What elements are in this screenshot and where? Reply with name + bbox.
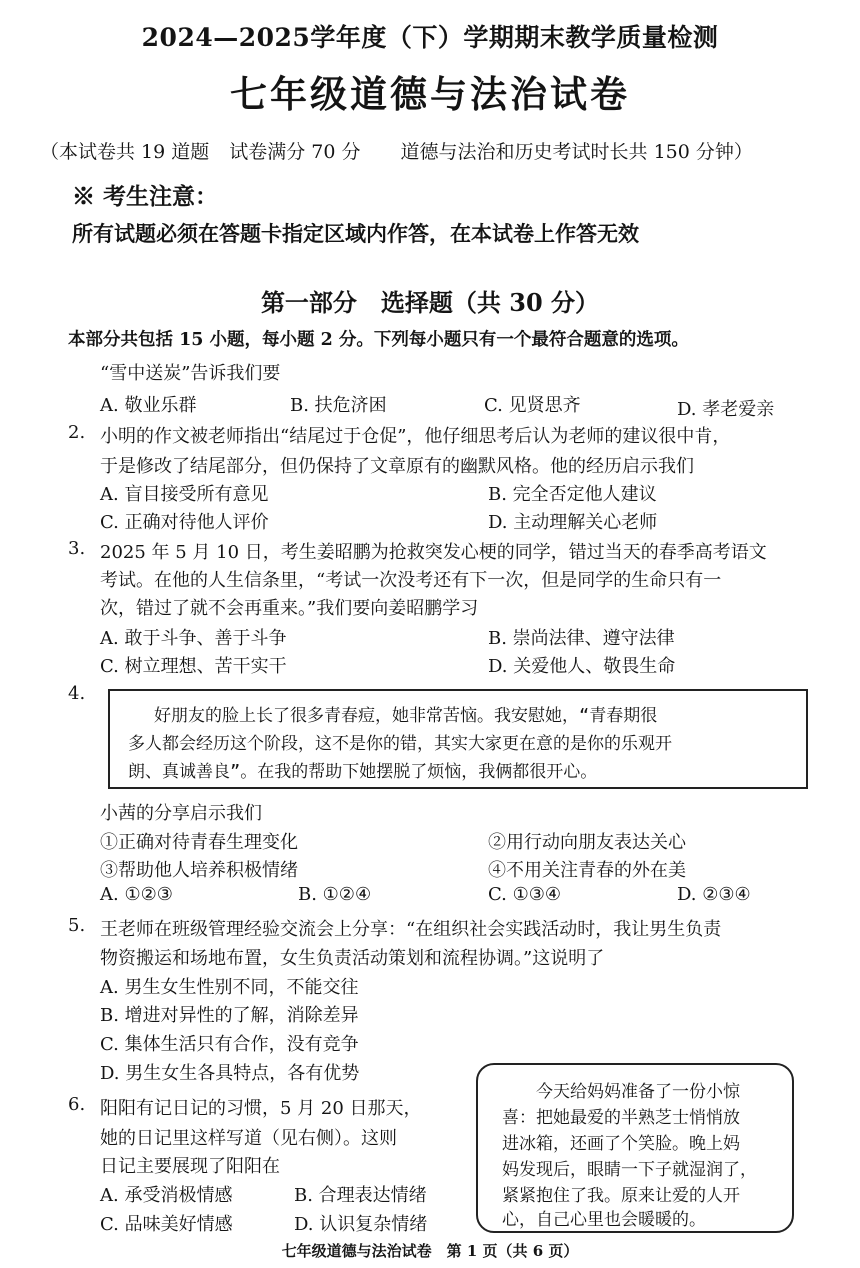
notice-body: 所有试题必须在答题卡指定区域内作答，在本试卷上作答无效 [72,221,639,246]
q4-statement-1: ①正确对待青春生理变化 [100,832,298,853]
q4-box-line3: 朗、真诚善良”。在我的帮助下她摆脱了烦恼，我俩都很开心。 [128,762,598,782]
q3-option-a: A. 敢于斗争、善于斗争 [100,628,287,649]
diary-line2: 喜：把她最爱的半熟芝士悄悄放 [502,1108,740,1128]
q3-line2: 考试。在他的人生信条里，“考试一次没考还有下一次，但是同学的生命只有一 [100,570,722,591]
q4-statement-4: ④不用关注青春的外在美 [488,860,686,881]
q2-number: 2. [68,422,86,443]
diary-line4: 妈发现后，眼睛一下子就湿润了， [502,1160,757,1180]
exam-info-line [40,137,753,164]
diary-line1: 今天给妈妈准备了一份小惊 [536,1082,740,1102]
exam-period-title: 2024—2025学年度（下）学期期末教学质量检测 [141,23,719,52]
question-count: （本试卷共 19 道题 [40,141,210,163]
q5-number: 5. [68,915,86,936]
q1-option-d: D. 孝老爱亲 [677,399,775,420]
q1-option-a: A. 敬业乐群 [100,395,197,416]
q6-option-a: A. 承受消极情感 [100,1185,233,1206]
notice-heading: ※ 考生注意： [72,183,219,210]
q3-number: 3. [68,538,86,559]
q6-line1: 阳阳有记日记的习惯，5 月 20 日那天， [100,1098,422,1119]
section-heading: 第一部分 选择题（共 30 分） [260,288,600,317]
q5-line1: 王老师在班级管理经验交流会上分享：“在组织社会实践活动时，我让男生负责 [100,919,722,940]
q5-option-d: D. 男生女生各具特点，各有优势 [100,1063,360,1084]
diary-line3: 进冰箱，还画了个笑脸。晚上妈 [502,1134,740,1154]
q2-option-d: D. 主动理解关心老师 [488,512,658,533]
q4-statement-2: ②用行动向朋友表达关心 [488,832,686,853]
section-instruction: 本部分共包括 15 小题，每小题 2 分。下列每小题只有一个最符合题意的选项。 [68,330,689,350]
q4-option-a: A. ①②③ [100,884,173,905]
q6-line2: 她的日记里这样写道（见右侧）。这则 [100,1128,397,1149]
q1-option-c: C. 见贤思齐 [484,395,581,416]
q5-option-a: A. 男生女生性别不同，不能交往 [100,977,359,998]
exam-subject-title: 七年级道德与法治试卷 [230,72,630,116]
q3-option-b: B. 崇尚法律、遵守法律 [488,628,675,649]
q4-option-b: B. ①②④ [298,884,372,905]
q6-option-b: B. 合理表达情绪 [294,1185,427,1206]
q4-material-box [108,689,808,789]
diary-line5: 紧紧抱住了我。原来让爱的人开 [502,1186,740,1206]
q2-line2: 于是修改了结尾部分，但仍保持了文章原有的幽默风格。他的经历启示我们 [100,456,694,477]
q4-statement-3: ③帮助他人培养积极情绪 [100,860,298,881]
q3-line1: 2025 年 5 月 10 日，考生姜昭鹏为抢救突发心梗的同学，错过当天的春季高考语文 [100,542,767,563]
page-footer: 七年级道德与法治试卷 第 1 页（共 6 页） [281,1242,579,1260]
q4-option-c: C. ①③④ [488,884,561,905]
q2-option-b: B. 完全否定他人建议 [488,484,657,505]
q4-number: 4. [68,683,86,704]
q2-option-c: C. 正确对待他人评价 [100,512,269,533]
q6-diary-box [476,1063,794,1233]
total-score: 试卷满分 70 分 [229,141,361,163]
q4-stem: 小茜的分享启示我们 [100,803,262,824]
q6-number: 6. [68,1094,86,1115]
q4-box-line1: 好朋友的脸上长了很多青春痘，她非常苦恼。我安慰她，“青春期很 [154,706,658,726]
q4-option-d: D. ②③④ [677,884,751,905]
q6-option-d: D. 认识复杂情绪 [294,1214,428,1235]
q1-option-b: B. 扶危济困 [290,395,387,416]
q5-line2: 物资搬运和场地布置，女生负责活动策划和流程协调。”这说明了 [100,948,605,969]
q3-option-d: D. 关爱他人、敬畏生命 [488,656,676,677]
exam-duration: 道德与法治和历史考试时长共 150 分钟） [400,141,753,163]
q2-option-a: A. 盲目接受所有意见 [100,484,269,505]
q3-option-c: C. 树立理想、苦干实干 [100,656,287,677]
q5-option-b: B. 增进对异性的了解，消除差异 [100,1005,359,1026]
q2-line1: 小明的作文被老师指出“结尾过于仓促”，他仔细思考后认为老师的建议很中肯， [100,426,731,447]
q4-box-line2: 多人都会经历这个阶段，这不是你的错，其实大家更在意的是你的乐观开 [128,734,672,754]
q3-line3: 次，错过了就不会再重来。”我们要向姜昭鹏学习 [100,598,479,619]
q5-option-c: C. 集体生活只有合作，没有竞争 [100,1034,359,1055]
q1-stem: “雪中送炭”告诉我们要 [100,363,281,384]
q6-line3: 日记主要展现了阳阳在 [100,1156,280,1177]
diary-line6: 心，自己心里也会暖暖的。 [502,1210,706,1230]
q6-option-c: C. 品味美好情感 [100,1214,233,1235]
